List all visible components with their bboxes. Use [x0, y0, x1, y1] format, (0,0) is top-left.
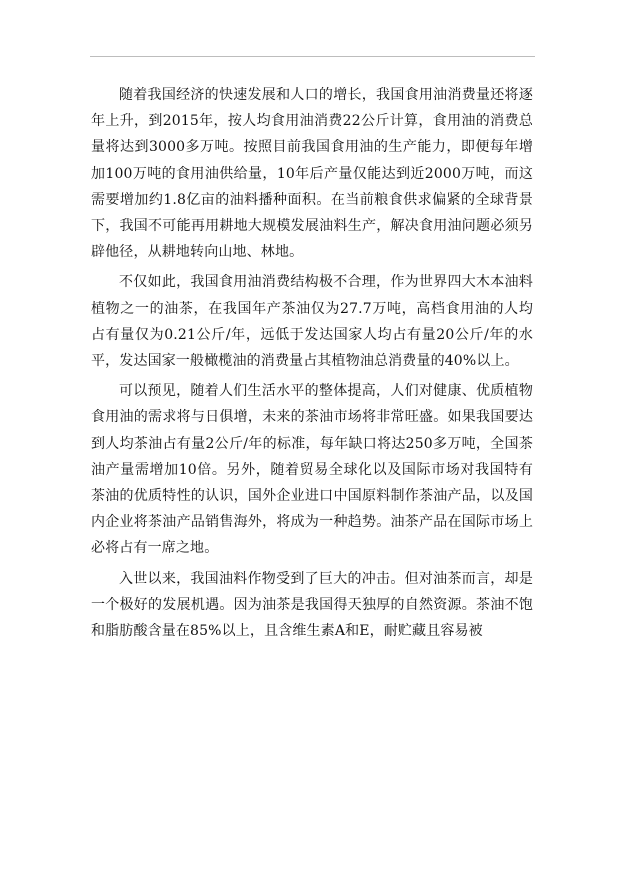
paragraph-market-outlook: 可以预见，随着人们生活水平的整体提高，人们对健康、优质植物食用油的需求将与日俱增，未来的茶油市场将非常旺盛。如果我国要达到人均茶油占有量2公斤/年的标准，每年缺口将达250多万吨，全国茶油产量需增加10倍。另外，随着贸易全球化以及国际市场对我国特有茶油的优质特性的认识，国外企业进口中国原料制作茶油产品，以及国内企业将茶油产品销售海外，将成为一种趋势。油茶产品在国际市场上必将占有一席之地。: [91, 383, 533, 557]
paragraph-consumption-structure: 不仅如此，我国食用油消费结构极不合理，作为世界四大木本油料植物之一的油茶，在我国年产茶油仅为27.7万吨，高档食用油的人均占有量仅为0.21公斤/年，远低于发达国家人均占有量20公斤/年的水平，发达国家一般橄榄油的消费量占其植物油总消费量的40%以上。: [91, 274, 533, 370]
document-body: [91, 82, 533, 644]
paragraph-wto-opportunity: 入世以来，我国油料作物受到了巨大的冲击。但对油茶而言，却是一个极好的发展机遇。因为油茶是我国得天独厚的自然资源。茶油不饱和脂肪酸含量在85%以上，且含维生素A和E，耐贮藏且容易被: [91, 570, 533, 640]
header-rule: [90, 56, 535, 57]
paragraph-oil-consumption-growth: 随着我国经济的快速发展和人口的增长，我国食用油消费量还将逐年上升，到2015年，按人均食用油消费22公斤计算，食用油的消费总量将达到3000多万吨。按照目前我国食用油的生产能力，即便每年增加100万吨的食用油供给量，10年后产量仅能达到近2000万吨，而这需要增加约1.8亿亩的油料播种面积。在当前粮食供求偏紧的全球背景下，我国不可能再用耕地大规模发展油料生产，解决食用油问题必须另辟他径，从耕地转向山地、林地。: [91, 87, 533, 261]
